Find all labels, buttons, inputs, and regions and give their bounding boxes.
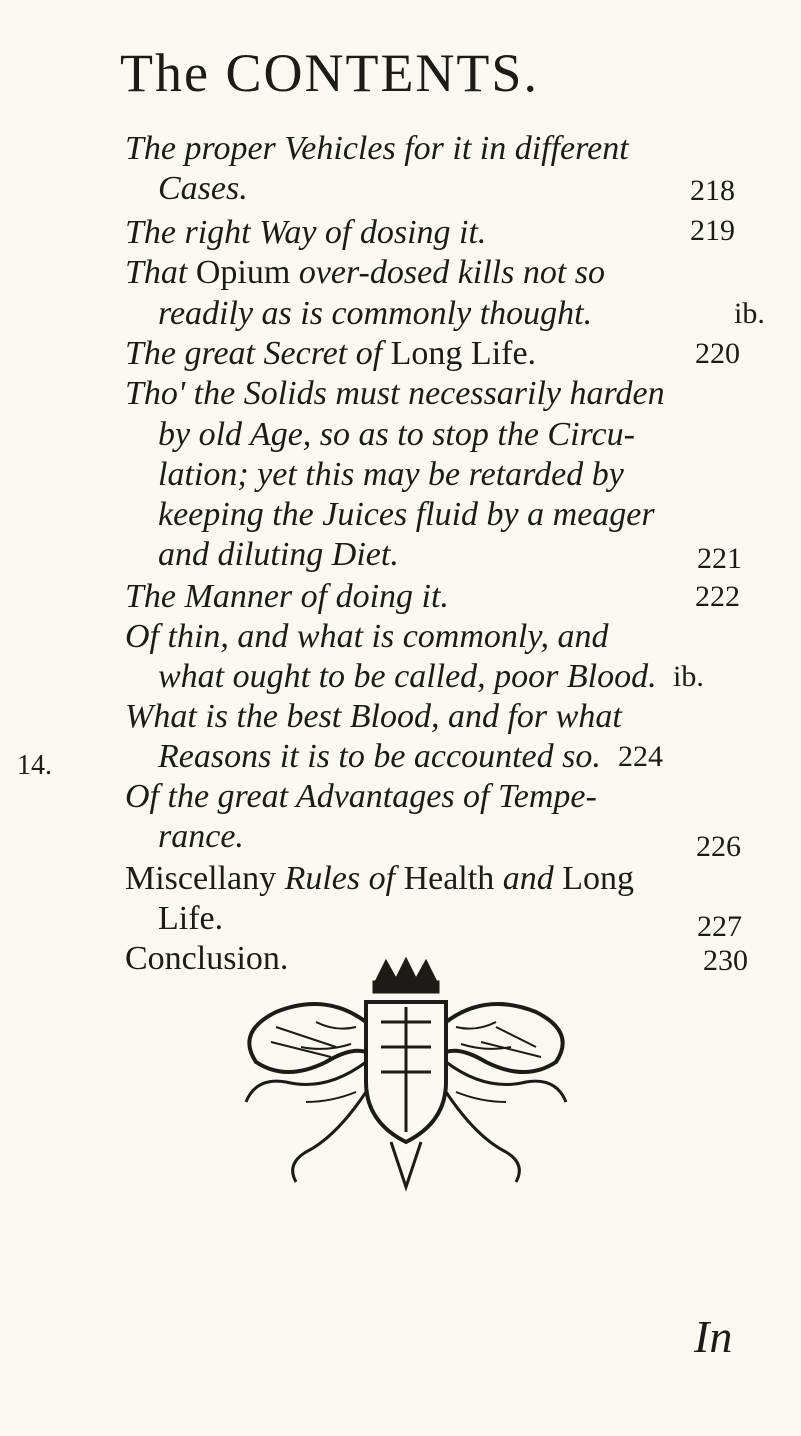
entry-5-line-1: Tho' the Solids must necessarily harden: [125, 375, 665, 412]
entry-1-line-1: The proper Vehicles for it in different: [125, 130, 629, 167]
entry-10-line-1: Miscellany Rules of Health and Long: [125, 860, 634, 897]
entry-10-page: 227: [697, 910, 742, 943]
entry-4-page: 220: [695, 337, 740, 370]
entry-1-page: 218: [690, 174, 735, 207]
entry-9-line-2: rance.: [158, 818, 244, 855]
entry-6-page: 222: [695, 580, 740, 613]
catchword: In: [694, 1311, 733, 1362]
entry-5-line-3: lation; yet this may be retarded by: [158, 456, 624, 493]
entry-6-line-1: The Manner of doing it.: [125, 578, 449, 615]
entry-5-page: 221: [697, 542, 742, 575]
page-header: The CONTENTS.: [120, 43, 539, 103]
entry-11-page: 230: [703, 944, 748, 977]
entry-4-line-1: The great Secret of Long Life.: [125, 335, 537, 372]
entry-3-page: ib.: [734, 297, 765, 330]
entry-3-line-2: readily as is commonly thought.: [158, 295, 593, 332]
entry-7-page: ib.: [673, 660, 704, 693]
entry-5-line-2: by old Age, so as to stop the Circu-: [158, 416, 635, 453]
entry-8-line-2: Reasons it is to be accounted so.: [158, 738, 601, 775]
entry-10-line-2: Life.: [158, 900, 224, 937]
crowned-shield-ornament: [216, 952, 596, 1202]
entry-1-line-2: Cases.: [158, 170, 248, 207]
entry-2-line-1: The right Way of dosing it.: [125, 214, 487, 251]
entry-9-line-1: Of the great Advantages of Tempe-: [125, 778, 597, 815]
entry-11-line-1: Conclusion.: [125, 940, 289, 977]
entry-3-line-1: That Opium over-dosed kills not so: [125, 254, 606, 291]
entry-8-line-1: What is the best Blood, and for what: [125, 698, 622, 735]
entry-8-page: 224: [618, 740, 663, 773]
entry-5-line-4: keeping the Juices fluid by a meager: [158, 496, 655, 533]
entry-7-line-2: what ought to be called, poor Blood.: [158, 658, 657, 695]
section-number: 14.: [17, 750, 52, 781]
entry-7-line-1: Of thin, and what is commonly, and: [125, 618, 609, 655]
entry-5-line-5: and diluting Diet.: [158, 536, 399, 573]
entry-9-page: 226: [696, 830, 741, 863]
entry-2-page: 219: [690, 214, 735, 247]
